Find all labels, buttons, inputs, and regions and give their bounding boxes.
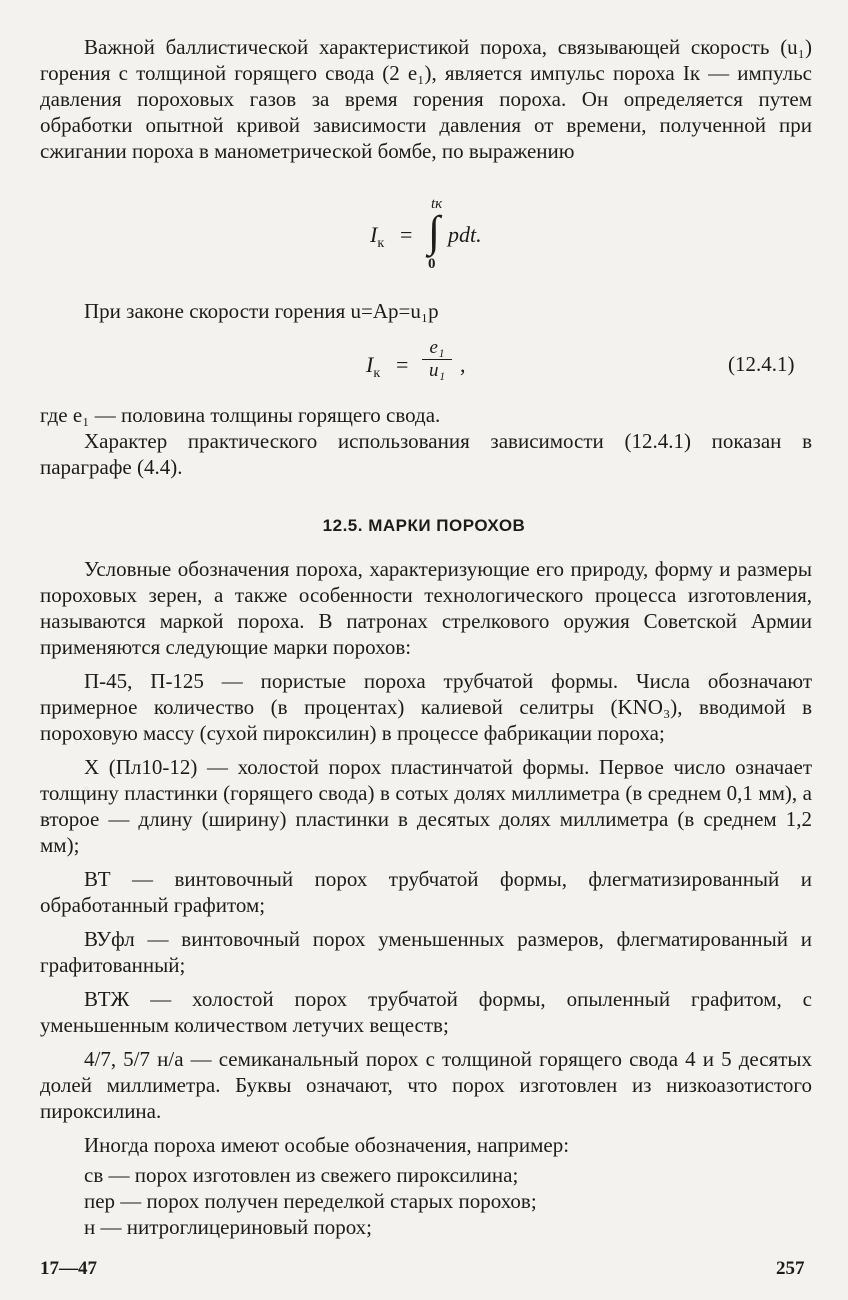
signature-mark: 17—47 bbox=[40, 1258, 97, 1279]
mark-vufl: ВУфл — винтовочный порох уменьшенных размеров, флегматированный и графитованный; bbox=[40, 927, 812, 977]
mark-vt: ВТ — винтовочный порох трубчатой формы, флегматизированный и обработанный графитом; bbox=[40, 867, 812, 917]
fraction-numerator: e₁ bbox=[429, 337, 445, 358]
equation-number: (12.4.1) bbox=[728, 352, 795, 376]
formula2-comma: , bbox=[460, 352, 466, 377]
formula2-equals: = bbox=[396, 352, 409, 377]
formula1-equals: = bbox=[400, 222, 413, 247]
section-body bbox=[40, 556, 812, 1240]
law-text: При законе скорости горения u=Ap=u₁p bbox=[84, 299, 439, 323]
integral-sign: ∫ bbox=[428, 207, 441, 256]
usage-text: Характер практического использования зависимости (12.4.1) показан в параграфе (4.4). bbox=[40, 429, 812, 479]
mark-x-pl10-12: Х (Пл10-12) — холостой порох пластинчатой формы. Первое число означает толщину пластинки (горящего свода) в сотых долях миллиметра (в среднем 0,1 мм), а второе — длину (ширину) пластинки в десятых долях миллиметра (в среднем 1,2 мм); bbox=[40, 755, 812, 857]
fraction-denominator: u₁ bbox=[428, 360, 446, 381]
formula2-fraction bbox=[422, 338, 452, 381]
marks-intro: Условные обозначения пороха, характеризующие его природу, форму и размеры пороховых зерен, а также особенности технологического процесса изготовления, называются маркой пороха. В патронах стрелкового оружия Советской Армии применяются следующие марки порохов: bbox=[40, 557, 812, 659]
formula2-lhs: $I_к$ bbox=[366, 352, 381, 381]
integral-lower-limit: 0 bbox=[428, 256, 436, 272]
mark-4-7-5-7: 4/7, 5/7 н/а — семиканальный порох с толщиной горящего свода 4 и 5 десятых долей миллиметра. Буквы означают, что порох изготовлен из низкоазотистого пироксилина. bbox=[40, 1047, 812, 1123]
formula1-lhs: $I_к$ bbox=[370, 222, 385, 251]
special-mark-n: н — нитроглицериновый порох; bbox=[84, 1215, 373, 1239]
intro-paragraph bbox=[40, 34, 812, 164]
mark-p45-p125: П-45, П-125 — пористые пороха трубчатой формы. Числа обозначают примерное количество (в процентах) калиевой селитры (KNO₃), вводимой в пороховую массу (сухой пироксилин) в процессе фабрикации пороха; bbox=[40, 669, 812, 745]
where-text: где e₁ — половина толщины горящего свода. bbox=[40, 403, 441, 427]
page-number: 257 bbox=[776, 1258, 805, 1279]
intro-text: Важной баллистической характеристикой пороха, связывающей скорость (u₁) горения с толщиной горящего свода (2 e₁), является импульс пороха Iк — импульс давления пороховых газов за время горения пороха. Он определяется путем обработки опытной кривой зависимости давления от времени, полученной при сжигании пороха в манометрической бомбе, по выражению bbox=[40, 35, 812, 163]
where-paragraph bbox=[40, 402, 812, 480]
section-heading: 12.5. МАРКИ ПОРОХОВ bbox=[322, 516, 526, 535]
integral-upper-limit: tк bbox=[431, 196, 443, 212]
special-mark-per: пер — порох получен переделкой старых порохов; bbox=[84, 1189, 537, 1213]
mark-vtzh: ВТЖ — холостой порох трубчатой формы, опыленный графитом, с уменьшенным количеством летучих веществ; bbox=[40, 987, 812, 1037]
law-paragraph bbox=[40, 298, 812, 324]
special-marks-intro: Иногда пороха имеют особые обозначения, например: bbox=[84, 1133, 570, 1157]
formula1-integrand: pdt. bbox=[448, 222, 482, 247]
special-mark-sv: св — порох изготовлен из свежего пироксилина; bbox=[84, 1163, 519, 1187]
